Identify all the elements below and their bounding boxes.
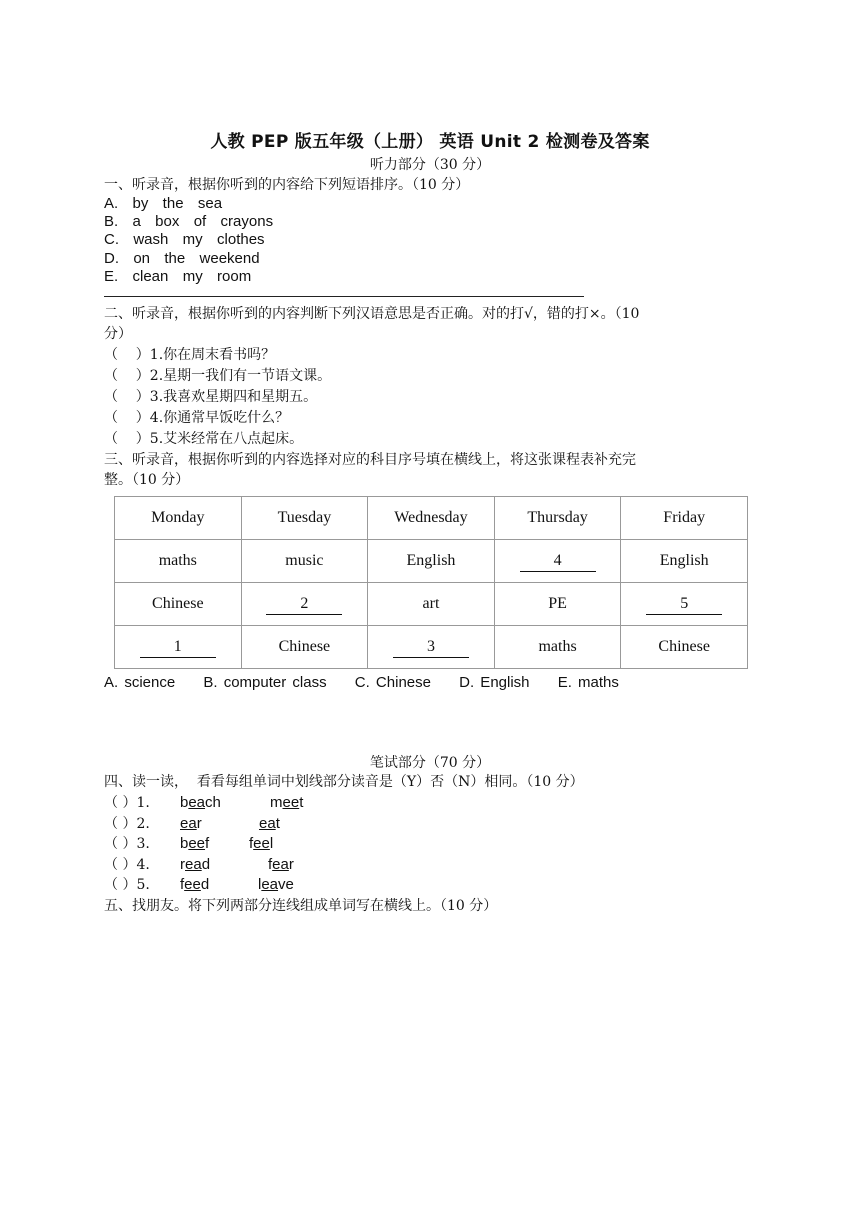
schedule-blank-cell[interactable] — [241, 583, 368, 626]
part1-item-e: E. clean my room — [104, 268, 252, 285]
schedule-blank-cell[interactable] — [494, 540, 621, 583]
schedule-header-cell: Monday — [115, 497, 242, 540]
part2-instruction-line2: 分） — [104, 326, 132, 342]
part3-instruction-line1: 三、听录音，根据你听到的内容选择对应的科目序号填在横线上，将这张课程表补充完 — [104, 452, 636, 468]
word-part: d — [201, 856, 211, 873]
item-number: （ ）1. — [104, 795, 150, 811]
word-part: f — [249, 835, 254, 852]
schedule-cell: Chinese — [621, 626, 748, 669]
schedule-blank-cell[interactable] — [368, 626, 495, 669]
item-number: （ ）4. — [104, 857, 150, 873]
word-part: b — [180, 794, 189, 811]
word-part: m — [270, 794, 283, 811]
word-part: f — [180, 876, 185, 893]
word-part: b — [180, 835, 189, 852]
item-number: （ ）3. — [104, 836, 150, 852]
part2-item-3: （ ）3.我喜欢星期四和星期五。 — [104, 389, 318, 405]
item-number: （ ）5. — [104, 877, 150, 893]
part3-instruction-line2: 整。（10 分） — [104, 472, 190, 488]
subject-option: B. computer class — [203, 674, 327, 691]
page-title: 人教 PEP 版五年级（上册） 英语 Unit 2 检测卷及答案 — [210, 132, 650, 152]
part1-instruction: 一、听录音，根据你听到的内容给下列短语排序。（10 分） — [104, 177, 470, 193]
underlined-part: ea — [261, 876, 279, 893]
schedule-blank-answer[interactable]: 4 — [520, 551, 596, 572]
underlined-part: ee — [184, 876, 201, 893]
schedule-cell: music — [241, 540, 368, 583]
underlined-part: ea — [185, 856, 202, 873]
part4-instruction: 四、读一读， 看看每组单词中划线部分读音是（Y）否（N）相同。（10 分） — [104, 774, 584, 790]
phonics-item — [104, 815, 504, 835]
subject-option: D. English — [459, 674, 530, 691]
word-one — [180, 794, 221, 812]
word-two — [270, 794, 303, 812]
schedule-blank-cell[interactable] — [115, 626, 242, 669]
part1-item-d: D. on the weekend — [104, 250, 260, 267]
schedule-blank-cell[interactable] — [621, 583, 748, 626]
underlined-part: ea — [272, 856, 289, 873]
schedule-blank-answer[interactable]: 1 — [140, 637, 216, 658]
phonics-item — [104, 876, 504, 896]
part2-item-1: （ ）1.你在周末看书吗？ — [104, 347, 276, 363]
underlined-part: ea — [180, 815, 197, 832]
part1-item-c: C. wash my clothes — [104, 231, 265, 248]
phonics-item — [104, 794, 504, 814]
schedule-blank-answer[interactable]: 5 — [646, 594, 722, 615]
schedule-cell: maths — [115, 540, 242, 583]
schedule-blank-answer[interactable]: 3 — [393, 637, 469, 658]
schedule-header-row — [115, 497, 748, 540]
subject-option: A. science — [104, 674, 176, 691]
word-one — [180, 856, 210, 874]
schedule-cell: Chinese — [241, 626, 368, 669]
part2-item-4: （ ）4.你通常早饭吃什么？ — [104, 410, 290, 426]
part2-instruction-line1: 二、听录音，根据你听到的内容判断下列汉语意思是否正确。对的打√，错的打×。（10 — [104, 306, 640, 322]
schedule-row — [115, 626, 748, 669]
part1-item-b: B. a box of crayons — [104, 213, 274, 230]
schedule-cell: maths — [494, 626, 621, 669]
phonics-item — [104, 835, 504, 855]
word-part: l — [258, 876, 262, 893]
underlined-part: ee — [188, 835, 206, 852]
schedule-header-cell: Friday — [621, 497, 748, 540]
schedule-cell: Chinese — [115, 583, 242, 626]
schedule-header-cell: Wednesday — [368, 497, 495, 540]
word-part: f — [205, 835, 210, 852]
schedule-table — [114, 496, 748, 669]
schedule-blank-answer[interactable]: 2 — [266, 594, 342, 615]
word-one — [180, 815, 202, 833]
schedule-header-cell: Thursday — [494, 497, 621, 540]
schedule-header-cell: Tuesday — [241, 497, 368, 540]
schedule-cell: PE — [494, 583, 621, 626]
word-part: t — [275, 815, 280, 832]
part1-item-a: A. by the sea — [104, 195, 223, 212]
subject-option: E. maths — [557, 674, 619, 691]
item-number: （ ）2. — [104, 816, 150, 832]
schedule-row — [115, 540, 748, 583]
underlined-part: ea — [188, 794, 206, 811]
part5-instruction: 五、找朋友。将下列两部分连线组成单词写在横线上。（10 分） — [104, 898, 498, 914]
answer-line[interactable] — [104, 296, 584, 297]
word-part: f — [268, 856, 273, 873]
word-part: ch — [205, 794, 221, 811]
word-two — [249, 835, 273, 853]
underlined-part: ee — [253, 835, 270, 852]
underlined-part: ea — [259, 815, 276, 832]
word-part: r — [288, 856, 294, 873]
word-part: r — [180, 856, 185, 873]
schedule-cell: art — [368, 583, 495, 626]
word-part: r — [196, 815, 202, 832]
word-one — [180, 876, 209, 894]
subject-option: C. Chinese — [354, 674, 431, 691]
schedule-cell: English — [368, 540, 495, 583]
listening-section-header: 听力部分（30 分） — [369, 157, 491, 173]
word-two — [259, 815, 280, 833]
schedule-cell: English — [621, 540, 748, 583]
word-two — [268, 856, 294, 874]
subject-options — [104, 674, 641, 691]
part2-item-2: （ ）2.星期一我们有一节语文课。 — [104, 368, 332, 384]
schedule-row — [115, 583, 748, 626]
written-section-header: 笔试部分（70 分） — [369, 755, 491, 771]
word-part: t — [299, 794, 304, 811]
word-part: d — [200, 876, 210, 893]
phonics-item — [104, 856, 504, 876]
word-two — [258, 876, 294, 894]
part2-item-5: （ ）5.艾米经常在八点起床。 — [104, 431, 304, 447]
word-part: ve — [278, 876, 294, 893]
word-one — [180, 835, 209, 853]
word-part: l — [269, 835, 274, 852]
underlined-part: ee — [282, 794, 300, 811]
